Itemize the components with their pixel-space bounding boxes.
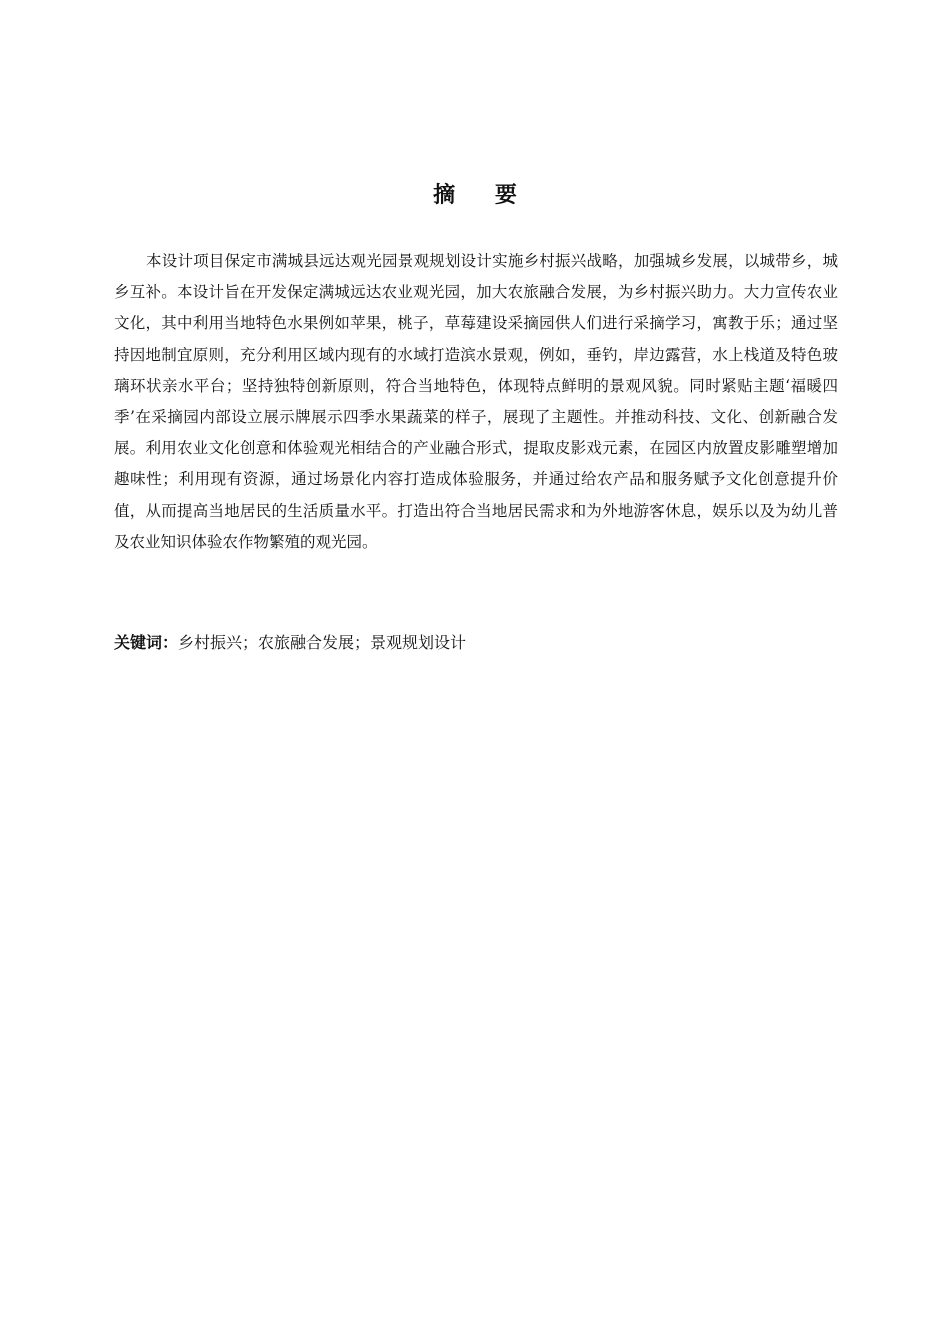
- page-title: 摘 要: [433, 182, 533, 208]
- keywords-text: 乡村振兴；农旅融合发展；景观规划设计: [178, 633, 467, 652]
- keywords-line: [114, 628, 838, 658]
- abstract-paragraph: 本设计项目保定市满城县远达观光园景观规划设计实施乡村振兴战略，加强城乡发展，以城带乡，城乡互补。本设计旨在开发保定满城远达农业观光园，加大农旅融合发展，为乡村振兴助力。大力宣传农业文化，其中利用当地特色水果例如苹果，桃子，草莓建设采摘园供人们进行采摘学习，寓教于乐；通过坚持因地制宜原则，充分利用区域内现有的水域打造滨水景观，例如，垂钓，岸边露营，水上栈道及特色玻璃环状亲水平台；坚持独特创新原则，符合当地特色，体现特点鲜明的景观风貌。同时紧贴主题‘福暖四季’在采摘园内部设立展示牌展示四季水果蔬菜的样子，展现了主题性。并推动科技、文化、创新融合发展。利用农业文化创意和体验观光相结合的产业融合形式，提取皮影戏元素，在园区内放置皮影雕塑增加趣味性；利用现有资源，通过场景化内容打造成体验服务，并通过给农产品和服务赋予文化创意提升价值，从而提高当地居民的生活质量水平。打造出符合当地居民需求和为外地游客休息，娱乐以及为幼儿普及农业知识体验农作物繁殖的观光园。: [114, 252, 838, 551]
- keywords-label: 关键词：: [114, 633, 179, 652]
